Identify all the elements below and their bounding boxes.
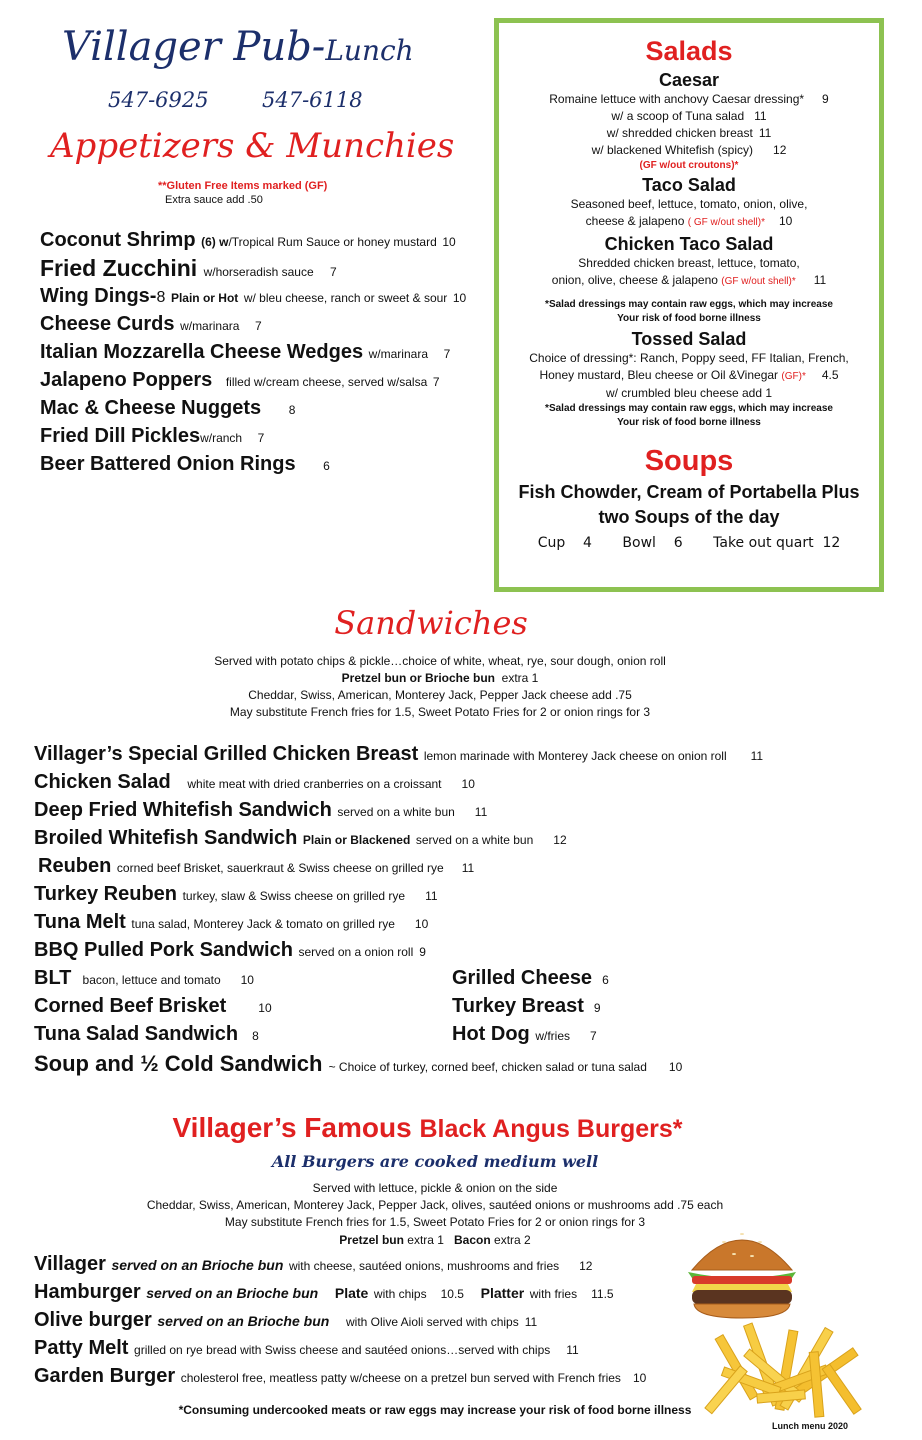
list-item: Corned Beef Brisket 10 bbox=[34, 995, 272, 1017]
salads-title: Salads bbox=[645, 36, 733, 66]
phone-numbers: 547-6925 547-6118 bbox=[108, 88, 363, 112]
soup-sandwich-item: Soup and ½ Cold Sandwich ~ Choice of turkey, corned beef, chicken salad or tuna salad 10 bbox=[34, 1051, 683, 1076]
appetizer-list bbox=[40, 226, 490, 478]
sandwich-list-left bbox=[34, 964, 434, 1048]
list-item: Jalapeno Poppers filled w/cream cheese, served w/salsa 7 bbox=[40, 369, 440, 391]
burger-extras-note: Pretzel bun extra 1 Bacon extra 2 bbox=[339, 1233, 531, 1247]
list-item: Beer Battered Onion Rings 6 bbox=[40, 453, 330, 475]
caesar-whitefish-line: w/ blackened Whitefish (spicy) 12 bbox=[591, 143, 787, 157]
list-item: Villager served on an Brioche bun with cheese, sautéed onions, mushrooms and fries 12 bbox=[34, 1253, 593, 1275]
burger-list bbox=[34, 1250, 674, 1390]
list-item: Fried Dill Picklesw/ranch 7 bbox=[40, 425, 265, 447]
sandwich-intro: Served with potato chips & pickle…choice of white, wheat, rye, sour dough, onion roll bbox=[214, 654, 666, 668]
list-item: Cheese Curds w/marinara 7 bbox=[40, 313, 262, 335]
burger-icon bbox=[688, 1233, 796, 1318]
list-item: BBQ Pulled Pork Sandwich served on a onion roll 9 bbox=[34, 939, 426, 961]
burgers-title: Villager’s Famous Black Angus Burgers* bbox=[172, 1112, 683, 1143]
caesar-tuna-line: w/ a scoop of Tuna salad 11 bbox=[611, 109, 767, 123]
list-item: BLT bacon, lettuce and tomato 10 bbox=[34, 967, 254, 989]
soups-title: Soups bbox=[644, 445, 734, 477]
caesar-heading: Caesar bbox=[658, 70, 720, 90]
burger-fries-image bbox=[662, 1212, 912, 1422]
sandwich-bun-note: Pretzel bun or Brioche bun extra 1 bbox=[341, 671, 539, 685]
list-item: Villager’s Special Grilled Chicken Breast lemon marinade with Monterey Jack cheese on onion roll 11 bbox=[34, 743, 764, 765]
list-item: Fried Zucchini w/horseradish sauce 7 bbox=[40, 255, 337, 281]
list-item: Mac & Cheese Nuggets 8 bbox=[40, 397, 296, 419]
sandwich-list-right bbox=[452, 964, 752, 1048]
salads-soups-box bbox=[494, 18, 884, 592]
burger-toppings-note: Cheddar, Swiss, American, Monterey Jack, Pepper Jack, olives, sautéed onions or mushrooms add .75 each bbox=[146, 1198, 724, 1212]
extra-sauce-note: Extra sauce add .50 bbox=[165, 194, 263, 206]
burgers-subtitle: All Burgers are cooked medium well bbox=[271, 1152, 599, 1171]
tossed-line: Choice of dressing*: Ranch, Poppy seed, FF Italian, French, bbox=[529, 351, 849, 365]
dressing-warning: *Salad dressings may contain raw eggs, which may increase bbox=[545, 299, 833, 310]
sandwiches-title: Sandwiches bbox=[334, 604, 528, 642]
list-item: Turkey Breast 9 bbox=[452, 995, 601, 1017]
list-item: Wing Dings-8 Plain or Hot w/ bleu cheese, ranch or sweet & sour 10 bbox=[40, 285, 467, 307]
burger-intro: Served with lettuce, pickle & onion on the side bbox=[312, 1181, 558, 1195]
list-item: Turkey Reuben turkey, slaw & Swiss cheese on grilled rye 11 bbox=[34, 883, 438, 905]
chicken-taco-line: Shredded chicken breast, lettuce, tomato, bbox=[578, 256, 800, 270]
list-item: Reuben corned beef Brisket, sauerkraut & Swiss cheese on grilled rye 11 bbox=[38, 855, 475, 877]
list-item: Garden Burger cholesterol free, meatless patty w/cheese on a pretzel bun served with French fries 10 bbox=[34, 1365, 647, 1387]
menu-version: Lunch menu 2020 bbox=[772, 1421, 849, 1431]
list-item: Deep Fried Whitefish Sandwich served on a white bun 11 bbox=[34, 799, 488, 821]
dressing-warning-4: Your risk of food borne illness bbox=[617, 417, 761, 428]
list-item: Broiled Whitefish Sandwich Plain or Blackened served on a white bun 12 bbox=[34, 827, 567, 849]
list-item: Hamburger served on an Brioche bun Plate with chips 10.5 Platter with fries 11.5 bbox=[34, 1281, 614, 1303]
caesar-gf-note: (GF w/out croutons)* bbox=[639, 160, 739, 171]
burger-sides-note: May substitute French fries for 1.5, Sweet Potato Fries for 2 or onion rings for 3 bbox=[224, 1215, 646, 1229]
page-title bbox=[62, 24, 414, 70]
tossed-line-2: Honey mustard, Bleu cheese or Oil &Vinegar (GF)* 4.5 bbox=[539, 368, 839, 382]
list-item: Hot Dog w/fries 7 bbox=[452, 1023, 597, 1045]
soup-prices: Cup 4 Bowl 6 Take out quart 12 bbox=[537, 535, 841, 551]
list-item: Italian Mozzarella Cheese Wedges w/marinara 7 bbox=[40, 341, 451, 363]
soups-line: Fish Chowder, Cream of Portabella Plus bbox=[518, 482, 860, 502]
dressing-warning-2: Your risk of food borne illness bbox=[617, 313, 761, 324]
caesar-chicken-line: w/ shredded chicken breast 11 bbox=[606, 126, 772, 140]
list-item: Chicken Salad white meat with dried cranberries on a croissant 10 bbox=[34, 771, 475, 793]
title-main: Villager Pub- bbox=[62, 24, 326, 70]
sandwich-sides-note: May substitute French fries for 1.5, Sweet Potato Fries for 2 or onion rings for 3 bbox=[229, 705, 651, 719]
food-safety-warning: *Consuming undercooked meats or raw eggs may increase your risk of food borne illness bbox=[178, 1403, 692, 1417]
taco-line-2: cheese & jalapeno ( GF w/out shell)* 10 bbox=[585, 214, 793, 228]
chicken-taco-line-2: onion, olive, cheese & jalapeno (GF w/out shell)* 11 bbox=[551, 273, 827, 287]
list-item: Olive burger served on an Brioche bun with Olive Aioli served with chips 11 bbox=[34, 1309, 538, 1331]
list-item: Tuna Salad Sandwich 8 bbox=[34, 1023, 259, 1045]
sandwich-list bbox=[34, 740, 894, 964]
tossed-line-3: w/ crumbled bleu cheese add 1 bbox=[605, 386, 773, 400]
chicken-taco-heading: Chicken Taco Salad bbox=[604, 234, 774, 254]
gluten-free-note: **Gluten Free Items marked (GF) bbox=[158, 180, 328, 192]
tossed-heading: Tossed Salad bbox=[631, 329, 747, 349]
dressing-warning-3: *Salad dressings may contain raw eggs, which may increase bbox=[545, 403, 833, 414]
list-item: Grilled Cheese 6 bbox=[452, 967, 609, 989]
list-item: Coconut Shrimp (6) w/Tropical Rum Sauce or honey mustard 10 bbox=[40, 229, 456, 251]
list-item: Patty Melt grilled on rye bread with Swiss cheese and sautéed onions…served with chips 11 bbox=[34, 1337, 579, 1359]
sandwich-cheese-note: Cheddar, Swiss, American, Monterey Jack, Pepper Jack cheese add .75 bbox=[248, 688, 632, 702]
taco-line: Seasoned beef, lettuce, tomato, onion, olive, bbox=[570, 197, 808, 211]
appetizers-title: Appetizers & Munchies bbox=[50, 126, 455, 166]
taco-heading: Taco Salad bbox=[642, 175, 736, 195]
soups-line-2: two Soups of the day bbox=[598, 507, 780, 527]
title-suffix: Lunch bbox=[325, 34, 414, 67]
caesar-line: Romaine lettuce with anchovy Caesar dressing* 9 bbox=[549, 92, 829, 106]
list-item: Tuna Melt tuna salad, Monterey Jack & tomato on grilled rye 10 bbox=[34, 911, 429, 933]
